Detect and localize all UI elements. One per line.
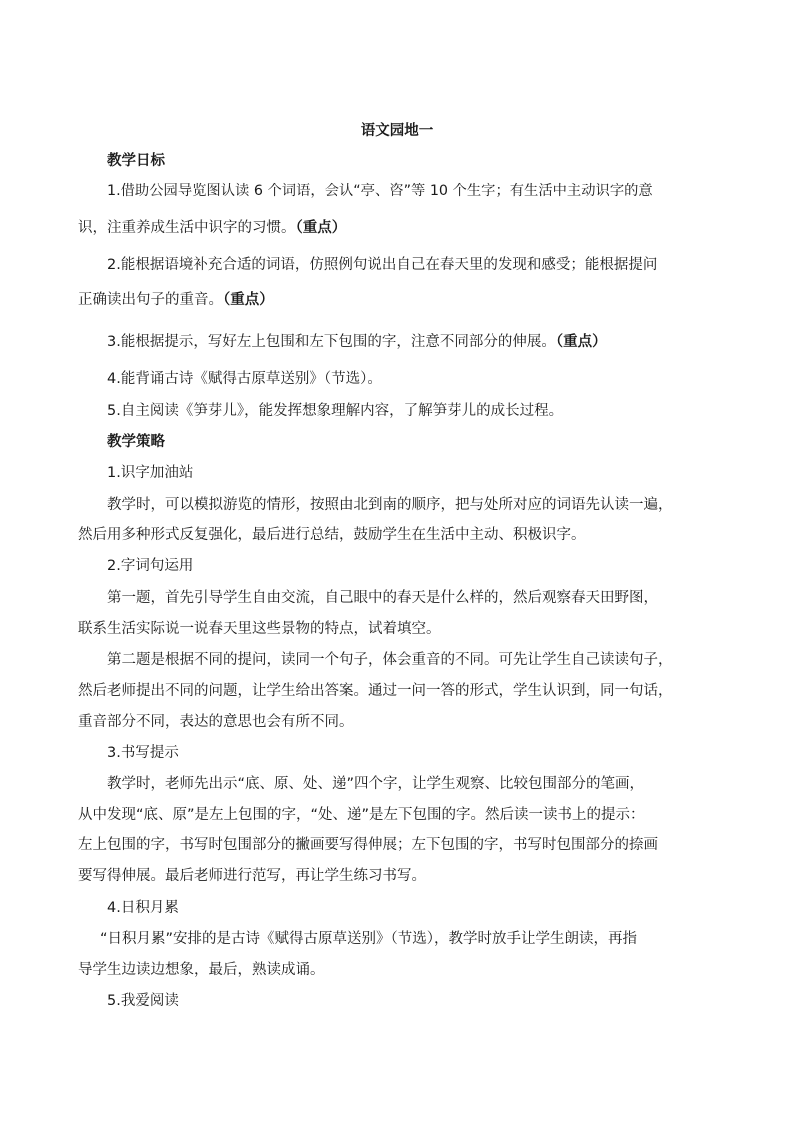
strategy-3-line-1: 教学时，老师先出示“底、原、处、递”四个字，让学生观察、比较包围部分的笔画， xyxy=(107,776,645,792)
strategy-3-title: 3.书写提示 xyxy=(107,745,179,761)
strategy-1-line-2: 然后用多种形式反复强化，最后进行总结，鼓励学生在生活中主动、积极识字。 xyxy=(78,527,586,543)
strategy-3-line-2: 从中发现“底、原”是左上包围的字，“处、递”是左下包围的字。然后读一读书上的提示： xyxy=(78,807,645,823)
page-title: 语文园地一 xyxy=(360,123,434,139)
strategy-4-title: 4.日积月累 xyxy=(107,900,179,916)
objective-1-text: 识，注重养成生活中识字的习惯。 xyxy=(78,220,296,236)
objectives-heading: 教学日标 xyxy=(107,153,165,169)
strategy-2-line-4: 然后老师提出不同的问题，让学生给出答案。通过一问一答的形式，学生认识到，同一句话， xyxy=(78,683,673,699)
strategy-3-line-3: 左上包围的字，书写时包围部分的撇画要写得伸展；左下包围的字，书写时包围部分的捺画 xyxy=(78,837,658,853)
objective-4: 4.能背诵古诗《赋得古原草送别》（节选）。 xyxy=(107,371,382,387)
strategy-2-line-3: 第二题是根据不同的提问，读同一个句子，体会重音的不同。可先让学生自己读读句子， xyxy=(107,652,673,668)
strategy-4-line-1: “日积月累”安排的是古诗《赋得古原草送别》（节选），教学时放手让学生朗读，再指 xyxy=(100,931,638,947)
objective-1-line-1: 1.借助公园导览图认读 6 个词语，会认“亭、咨”等 10 个生字；有生活中主动识字的意 xyxy=(107,183,653,199)
strategy-1-line-1: 教学时，可以模拟游览的情形，按照由北到南的顺序，把与处所对应的词语先认读一遍， xyxy=(107,497,673,513)
strategy-2-title: 2.字词句运用 xyxy=(107,558,194,574)
strategy-3-line-4: 要写得伸展。最后老师进行范写，再让学生练习书写。 xyxy=(78,868,426,884)
objective-3 xyxy=(107,327,719,357)
strategy-4-line-2: 导学生边读边想象，最后，熟读成诵。 xyxy=(78,962,325,978)
objective-1-line-2 xyxy=(78,213,690,243)
strategies-heading: 教学策略 xyxy=(107,434,165,450)
objective-2-key-label: （重点） xyxy=(223,292,274,308)
objective-1-key-label: （重点） xyxy=(295,220,347,236)
strategy-2-line-5: 重音部分不同，表达的意思也会有所不同。 xyxy=(78,714,354,730)
strategy-2-line-2: 联系生活实际说一说春天里这些景物的特点，试着填空。 xyxy=(78,621,441,637)
strategy-1-title: 1.识字加油站 xyxy=(107,465,194,481)
objective-3-text: 3.能根据提示，写好左上包围和左下包围的字，注意不同部分的伸展。 xyxy=(107,334,556,350)
strategy-2-line-1: 第一题，首先引导学生自由交流，自己眼中的春天是什么样的，然后观察春天田野图， xyxy=(107,590,658,606)
objective-5: 5.自主阅读《笋芽儿》，能发挥想象理解内容，了解笋芽儿的成长过程。 xyxy=(107,403,564,419)
objective-3-key-label: （重点） xyxy=(555,334,607,350)
objective-2-line-2 xyxy=(78,285,690,315)
strategy-5-title: 5.我爱阅读 xyxy=(107,993,179,1009)
objective-2-text: 正确读出句子的重音。 xyxy=(78,292,223,308)
objective-2-line-1: 2.能根据语境补充合适的词语，仿照例句说出自己在春天里的发现和感受；能根据提问 xyxy=(107,257,658,273)
